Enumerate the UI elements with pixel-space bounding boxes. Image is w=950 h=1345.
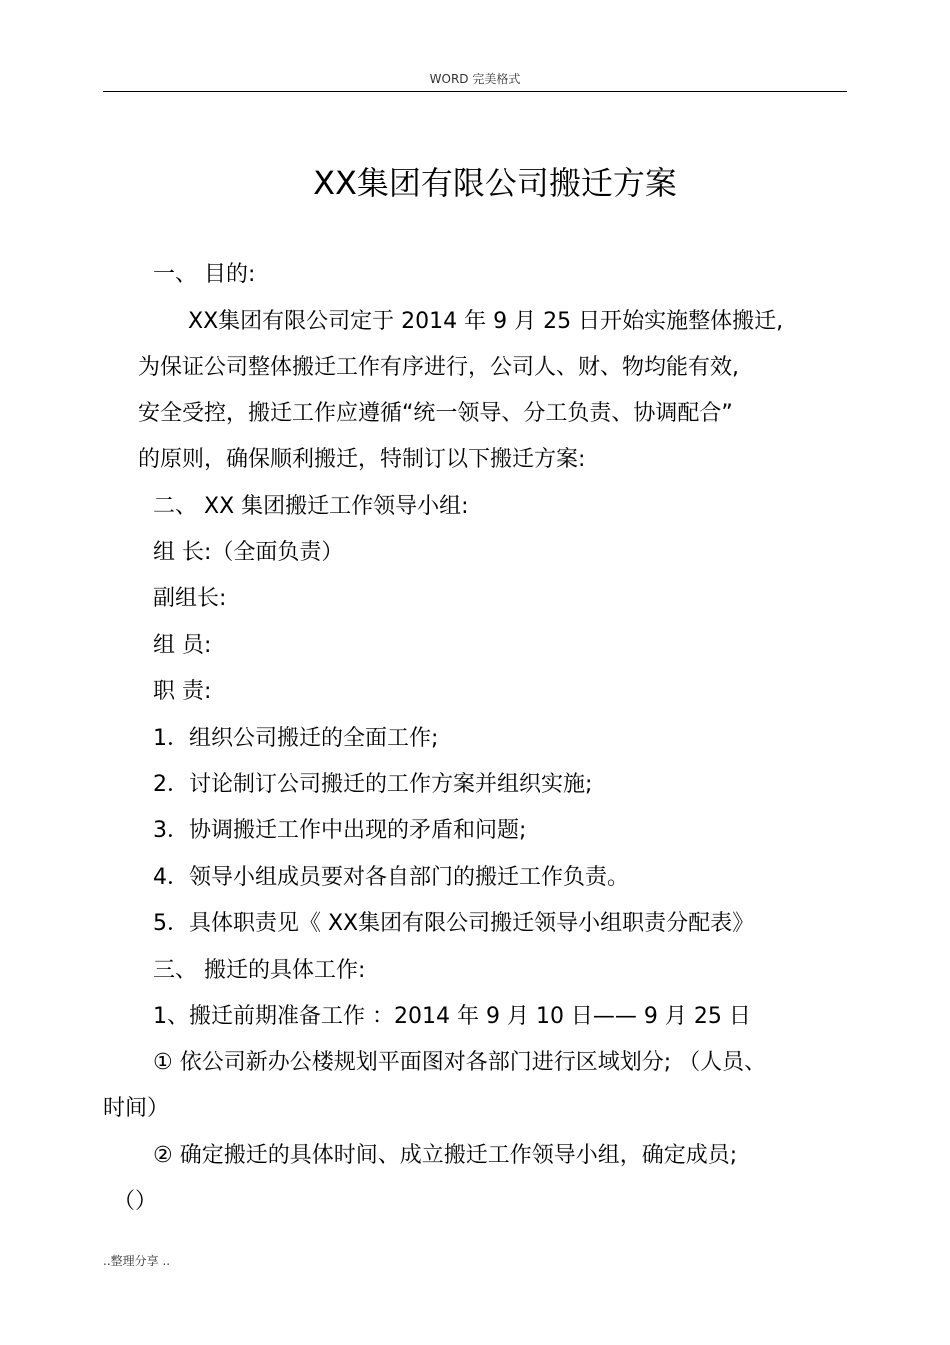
section-1-heading: 一、 目的: [153, 262, 256, 287]
task-item: ② 确定搬迁的具体时间、成立搬迁工作领导小组，确定成员; [153, 1143, 738, 1168]
page-header-text: WORD 完美格式 [429, 72, 521, 86]
task-item-continuation: 时间） [103, 1096, 170, 1121]
duty-item: 5．具体职责见《 XX集团有限公司搬迁领导小组职责分配表》 [153, 911, 755, 936]
paragraph-line: 的原则，确保顺利搬迁，特制订以下搬迁方案: [138, 447, 586, 472]
duty-item: 2．讨论制订公司搬迁的工作方案并组织实施; [153, 772, 593, 797]
duty-item: 3．协调搬迁工作中出现的矛盾和问题; [153, 818, 527, 843]
task-item-continuation: （） [113, 1189, 158, 1214]
duty-item: 4．领导小组成员要对各自部门的搬迁工作负责。 [153, 865, 629, 890]
deputy-leader-line: 副组长: [153, 586, 227, 611]
paragraph-line: XX集团有限公司定于 2014 年 9 月 25 日开始实施整体搬迁, [188, 309, 784, 334]
page-footer-text: ..整理分享 .. [103, 1254, 171, 1268]
paragraph-line: 安全受控，搬迁工作应遵循“统一领导、分工负责、协调配合” [138, 401, 733, 426]
header-rule [103, 91, 847, 92]
duty-item: 1．组织公司搬迁的全面工作; [153, 726, 439, 751]
section-3-heading: 三、 搬迁的具体工作: [153, 958, 366, 983]
duties-heading: 职 责: [153, 679, 212, 704]
work-phase-line: 1、搬迁前期准备工作 ：2014 年 9 月 10 日—— 9 月 25 日 [153, 1004, 751, 1029]
task-item: ① 依公司新办公楼规划平面图对各部门进行区域划分; （人员、 [153, 1050, 767, 1075]
document-title: XX集团有限公司搬迁方案 [313, 164, 677, 202]
section-2-heading: 二、 XX 集团搬迁工作领导小组: [153, 494, 469, 519]
paragraph-line: 为保证公司整体搬迁工作有序进行，公司人、财、物均能有效, [138, 355, 739, 380]
group-leader-line: 组 长:（全面负责） [153, 540, 344, 565]
members-line: 组 员: [153, 633, 212, 658]
